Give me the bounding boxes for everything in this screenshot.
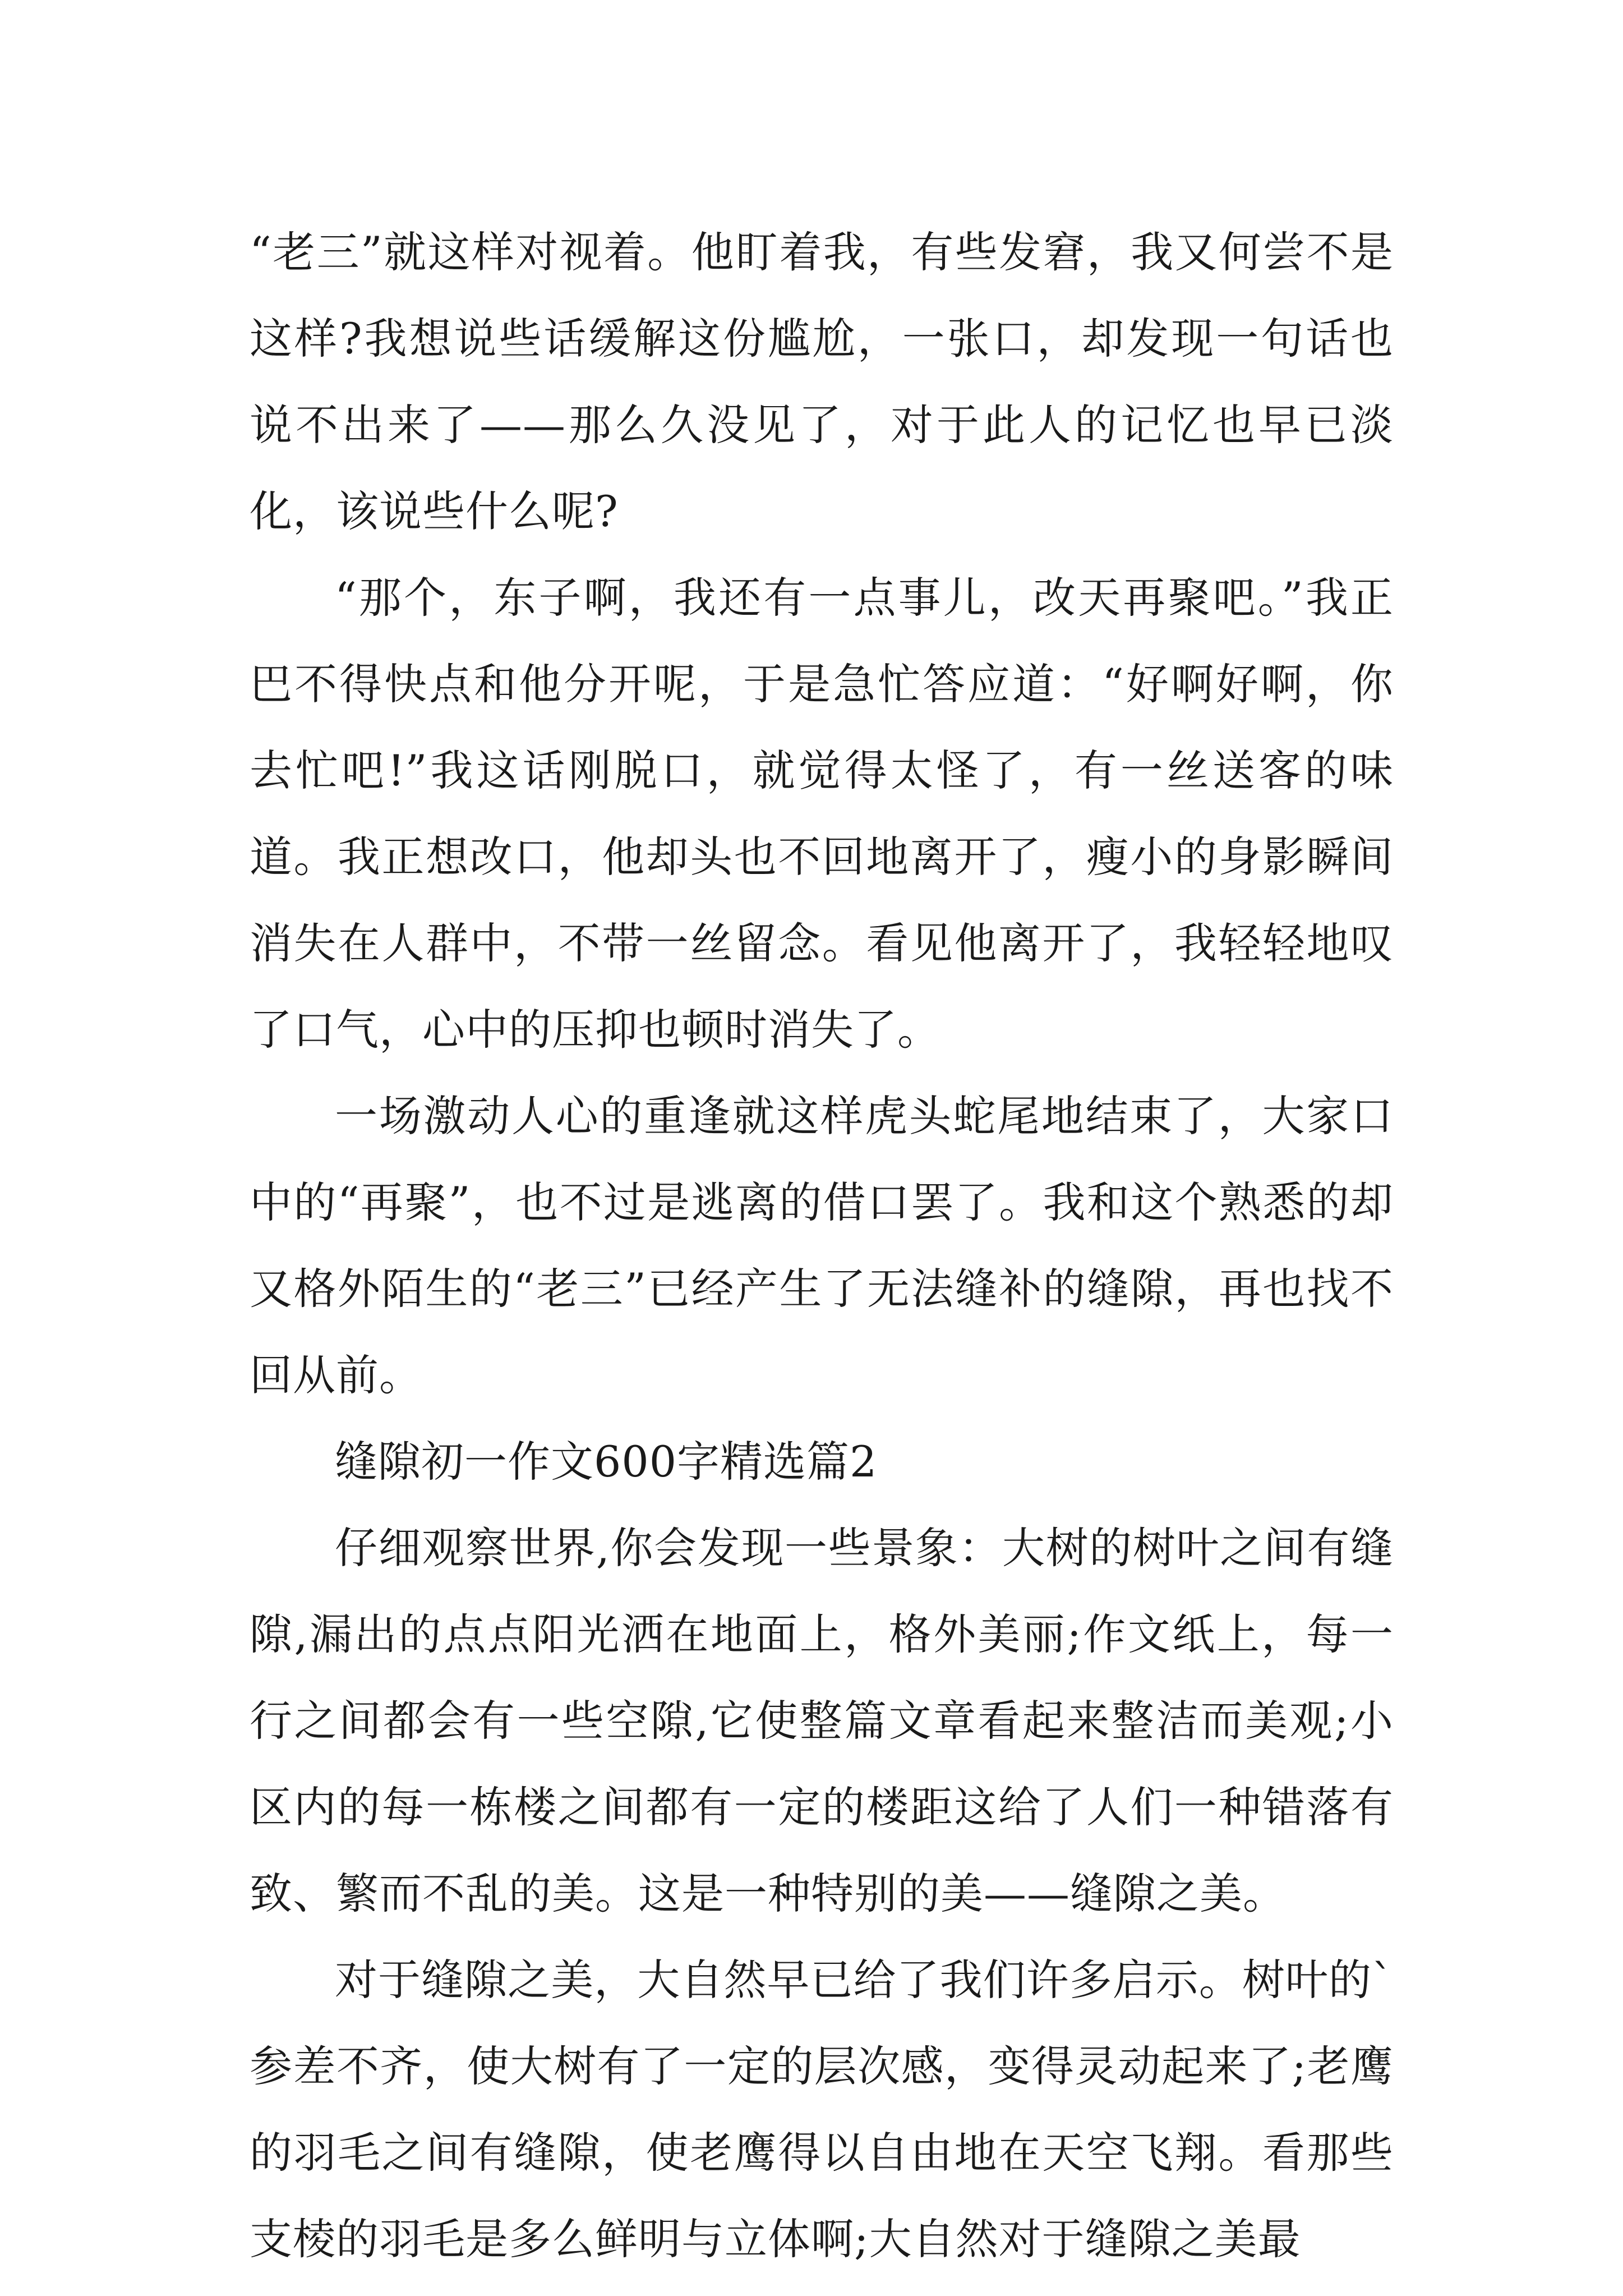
paragraph-3: 一场激动人心的重逢就这样虎头蛇尾地结束了，大家口中的“再聚”，也不过是逃离的借口罢了。我和这个熟悉的却又格外陌生的“老三”已经产生了无法缝补的缝隙，再也找不回从前。 [250, 1091, 1394, 1400]
document-body [250, 209, 1394, 2283]
paragraph-5: 对于缝隙之美，大自然早已给了我们许多启示。树叶的`参差不齐，使大树有了一定的层次感，变得灵动起来了;老鹰的羽毛之间有缝隙，使老鹰得以自由地在天空飞翔。看那些支棱的羽毛是多么鲜明与立体啊;大自然对于缝隙之美最 [250, 1955, 1394, 2264]
paragraph-1: “老三”就这样对视着。他盯着我，有些发窘，我又何尝不是这样?我想说些话缓解这份尴尬，一张口，却发现一句话也说不出来了——那么久没见了，对于此人的记忆也早已淡化，该说些什么呢? [250, 227, 1394, 536]
paragraph-4: 仔细观察世界,你会发现一些景象：大树的树叶之间有缝隙,漏出的点点阳光洒在地面上，格外美丽;作文纸上，每一行之间都会有一些空隙,它使整篇文章看起来整洁而美观;小区内的每一栋楼之间都有一定的楼距这给了人们一种错落有致、繁而不乱的美。这是一种特别的美——缝隙之美。 [250, 1523, 1394, 1918]
paragraph-2: “那个，东子啊，我还有一点事儿，改天再聚吧。”我正巴不得快点和他分开呢，于是急忙答应道：“好啊好啊，你去忙吧!”我这话刚脱口，就觉得太怪了，有一丝送客的味道。我正想改口，他却头也不回地离开了，瘦小的身影瞬间消失在人群中，不带一丝留念。看见他离开了，我轻轻地叹了口气，心中的压抑也顿时消失了。 [250, 573, 1394, 1055]
section-heading: 缝隙初一作文600字精选篇2 [335, 1437, 878, 1487]
